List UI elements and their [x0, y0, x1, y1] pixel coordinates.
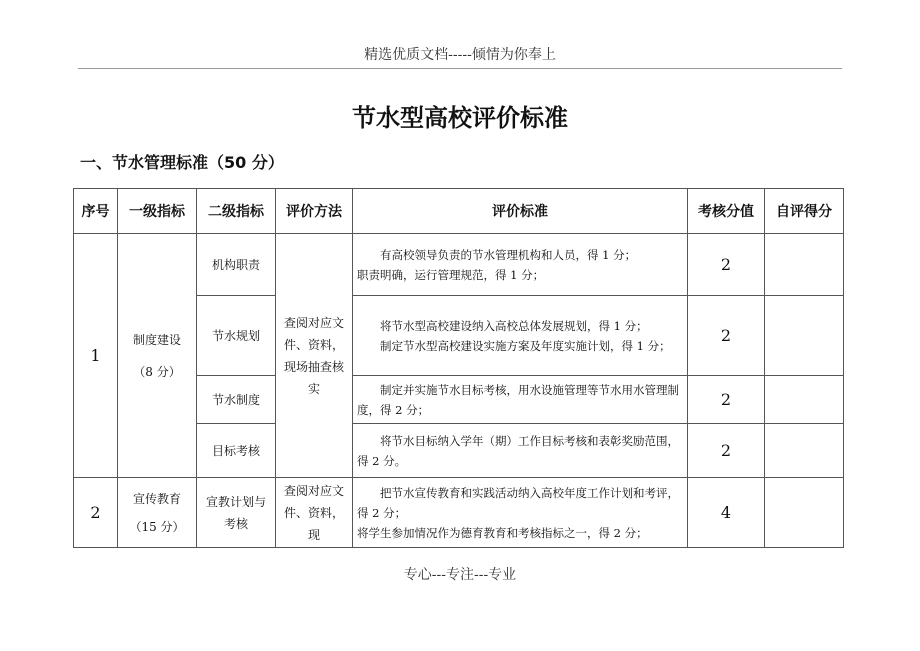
self-score-cell[interactable]	[765, 478, 844, 548]
criteria-cell	[353, 376, 688, 424]
seq-cell: 1	[74, 234, 118, 478]
criteria-line: 将节水目标纳入学年（期）工作目标考核和表彰奖励范围，得 2 分。	[357, 433, 679, 468]
self-score-cell[interactable]	[765, 376, 844, 424]
criteria-line: 将学生参加情况作为德育教育和考核指标之一，得 2 分；	[357, 525, 648, 540]
header-rule	[78, 68, 842, 69]
level1-label: 宣传教育	[132, 491, 181, 506]
method-cell: 查阅对应文件、资料，现场抽查核实	[276, 234, 353, 478]
table-row	[74, 478, 844, 548]
level1-points: （15 分）	[129, 519, 185, 534]
self-score-cell[interactable]	[765, 424, 844, 478]
score-cell: 2	[688, 424, 765, 478]
level1-points: （8 分）	[133, 364, 181, 379]
criteria-cell	[353, 234, 688, 296]
col-header-seq: 序号	[74, 189, 118, 234]
self-score-cell[interactable]	[765, 296, 844, 376]
seq-cell: 2	[74, 478, 118, 548]
col-header-level1: 一级指标	[118, 189, 197, 234]
criteria-line: 制定并实施节水目标考核，用水设施管理等节水用水管理制度，得 2 分；	[357, 382, 679, 417]
level1-cell	[118, 478, 197, 548]
level1-label: 制度建设	[132, 332, 181, 347]
table-row	[74, 234, 844, 296]
criteria-line: 有高校领导负责的节水管理机构和人员，得 1 分；	[380, 247, 637, 262]
score-cell: 4	[688, 478, 765, 548]
level2-cell: 节水规划	[197, 296, 276, 376]
score-cell: 2	[688, 376, 765, 424]
criteria-cell	[353, 478, 688, 548]
level2-cell: 宣教计划与考核	[197, 478, 276, 548]
score-cell: 2	[688, 296, 765, 376]
page-header: 精选优质文档-----倾情为你奉上	[364, 47, 556, 63]
level2-cell: 机构职责	[197, 234, 276, 296]
col-header-self-score: 自评得分	[765, 189, 844, 234]
criteria-table	[73, 188, 844, 548]
method-cell: 查阅对应文件、资料，现	[276, 478, 353, 548]
level1-cell	[118, 234, 197, 478]
col-header-method: 评价方法	[276, 189, 353, 234]
criteria-cell	[353, 296, 688, 376]
level2-cell: 目标考核	[197, 424, 276, 478]
criteria-line: 将节水型高校建设纳入高校总体发展规划，得 1 分；	[380, 318, 648, 333]
col-header-score: 考核分值	[688, 189, 765, 234]
document-title: 节水型高校评价标准	[352, 104, 568, 132]
criteria-cell	[353, 424, 688, 478]
self-score-cell[interactable]	[765, 234, 844, 296]
criteria-line: 职责明确，运行管理规范，得 1 分；	[357, 267, 545, 282]
criteria-line: 把节水宣传教育和实践活动纳入高校年度工作计划和考评，得 2 分；	[357, 485, 679, 520]
col-header-criteria: 评价标准	[353, 189, 688, 234]
page-footer: 专心---专注---专业	[403, 567, 517, 583]
section-heading: 一、节水管理标准（50 分）	[80, 153, 284, 172]
col-header-level2: 二级指标	[197, 189, 276, 234]
level2-cell: 节水制度	[197, 376, 276, 424]
criteria-line: 制定节水型高校建设实施方案及年度实施计划，得 1 分；	[380, 338, 671, 353]
score-cell: 2	[688, 234, 765, 296]
table-header-row	[74, 189, 844, 234]
